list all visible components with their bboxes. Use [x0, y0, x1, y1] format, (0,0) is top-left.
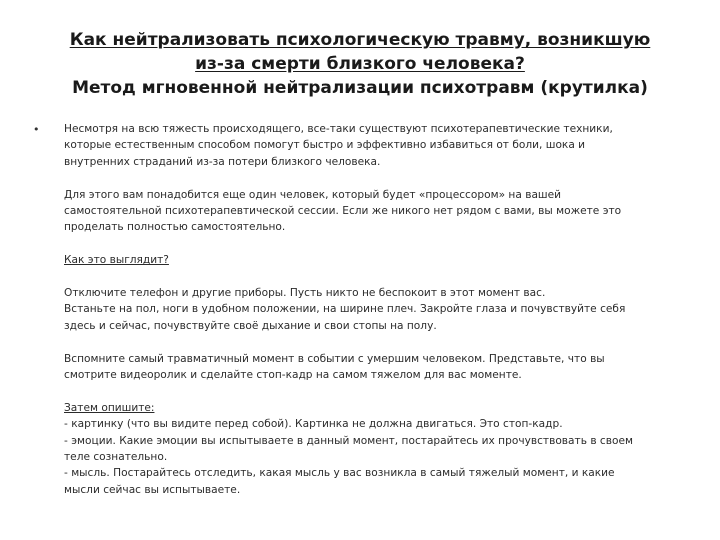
subheading-how-it-looks: Как это выглядит? [64, 254, 169, 267]
paragraph-preparation [64, 285, 684, 334]
body-text [64, 121, 684, 515]
text-line: самостоятельной психотерапевтической сессии. Если же никого нет рядом с вами, вы можете это [64, 205, 622, 218]
text-line: Встаньте на пол, ноги в удобном положении, на ширине плеч. Закройте глаза и почувствуйте себя [64, 303, 626, 316]
text-line: которые естественным способом помогут быстро и эффективно избавиться от боли, шока и [64, 139, 586, 152]
subheading-describe: Затем опишите: [64, 401, 155, 414]
text-line: Отключите телефон и другие приборы. Пусть никто не беспокоит в этот момент вас. [64, 287, 546, 300]
paragraph-intro [64, 121, 684, 170]
text-line: - картинку (что вы видите перед собой). Картинка не должна двигаться. Это стоп-кадр. [64, 418, 563, 431]
text-line: Для этого вам понадобится еще один человек, который будет «процессором» на вашей [64, 188, 562, 201]
text-line: - мысль. Постарайтесь отследить, какая мысль у вас возникла в самый тяжелый момент, и какие [64, 467, 615, 480]
text-line: Вспомните самый травматичный момент в событии с умершим человеком. Представьте, что вы [64, 352, 605, 365]
paragraph-how-it-looks [64, 252, 684, 268]
text-line: проделать полностью самостоятельно. [64, 221, 286, 234]
text-line: смотрите видеоролик и сделайте стоп-кадр на самом тяжелом для вас моменте. [64, 369, 522, 382]
slide-title [30, 28, 690, 100]
bullet-marker: • [33, 123, 40, 136]
text-line: мысли сейчас вы испытываете. [64, 483, 241, 496]
title-line-2: из-за смерти близкого человека? [195, 54, 525, 74]
text-line: здесь и сейчас, почувствуйте своё дыхание и свои стопы на полу. [64, 319, 437, 332]
paragraph-describe [64, 400, 684, 498]
text-line: теле сознательно. [64, 451, 168, 464]
text-line: внутренних страданий из-за потери близкого человека. [64, 155, 381, 168]
paragraph-recall [64, 351, 684, 384]
text-line: Несмотря на всю тяжесть происходящего, все-таки существуют психотерапевтические техники, [64, 123, 613, 135]
title-line-1: Как нейтрализовать психологическую травму, возникшую [69, 30, 651, 50]
paragraph-processor [64, 187, 684, 236]
text-line: - эмоции. Какие эмоции вы испытываете в данный момент, постарайтесь их прочувствовать в своем [64, 434, 633, 447]
title-line-3: Метод мгновенной нейтрализации психотравм (крутилка) [72, 78, 648, 98]
